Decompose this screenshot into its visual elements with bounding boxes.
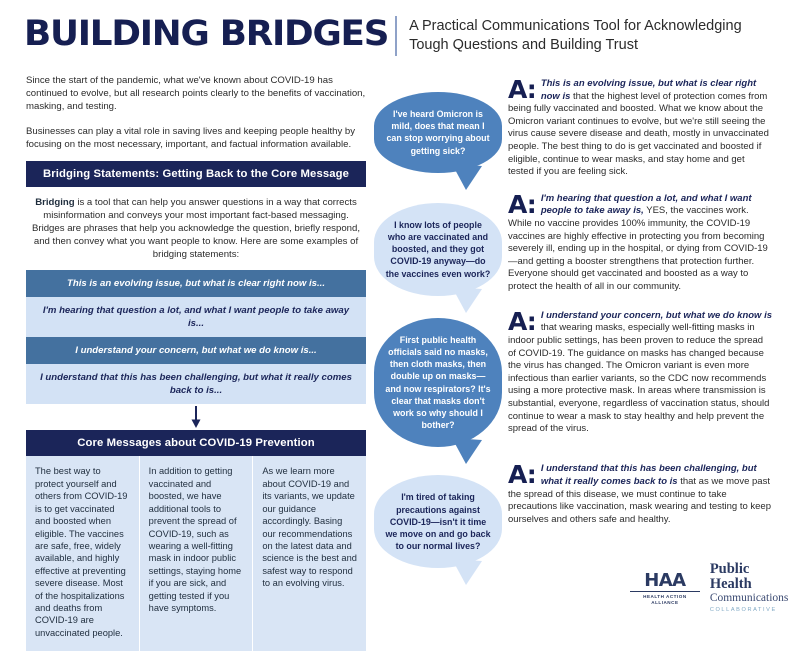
left-column xyxy=(26,74,366,651)
answer-text-1 xyxy=(508,75,772,179)
phcc-line3: COLLABORATIVE xyxy=(709,606,777,613)
answer-text-2 xyxy=(508,189,772,294)
qa-item-1 xyxy=(374,75,772,179)
phcc-line1: Public Health xyxy=(709,561,752,592)
answer-block-4 xyxy=(502,460,772,526)
answer-block-3 xyxy=(502,306,773,436)
speech-tail-icon-3 xyxy=(452,438,486,464)
speech-tail-icon-4 xyxy=(452,559,486,585)
answer-marker-1: A: xyxy=(508,75,536,104)
haa-tagline xyxy=(630,591,700,606)
phcc-line2: Communications xyxy=(709,592,789,604)
answer-marker-2: A: xyxy=(508,189,536,219)
answer-lead-1: This is an evolving issue, but what is clear right now is xyxy=(540,78,757,102)
health-action-alliance-logo xyxy=(630,570,700,606)
bridging-description-lead: Bridging xyxy=(35,197,75,209)
answer-text-4 xyxy=(508,460,772,526)
speech-tail-icon-1 xyxy=(452,164,486,190)
qa-column xyxy=(374,75,773,575)
question-bubble-wrap-2 xyxy=(374,193,502,296)
answer-lead-2: I'm hearing that question a lot, and what I want people to take away is, xyxy=(540,192,752,217)
core-messages-columns xyxy=(26,456,366,651)
header-divider xyxy=(395,16,397,56)
haa-tagline-line2: ALLIANCE xyxy=(651,599,679,605)
question-bubble-2: I know lots of people who are vaccinated and boosted, and they got COVID-19 anyway—do the vaccines even work? xyxy=(374,203,502,296)
question-bubble-1: I've heard Omicron is mild, does that mean I can stop worrying about getting sick? xyxy=(374,92,502,173)
answer-rest-2: YES, the vaccines work. While no vaccine provides 100% immunity, the COVID-19 vaccines are highly effective in protecting you from becoming severely ill, ending up in the hospital, or dying from COVID-19—and getting a booster strengthens that protection further. Everyone should get vaccinated and boosted as a way to protect the health of all in our community. xyxy=(508,205,768,292)
bridging-band-title: Bridging Statements: Getting Back to the Core Message xyxy=(26,161,366,187)
question-bubble-wrap-1 xyxy=(374,78,502,173)
haa-wordmark xyxy=(630,570,700,590)
bridging-description-rest: is a tool that can help you answer questions in a way that corrects misinformation and conveys your most important fact-based messaging. Bridges are phrases that help you acknowledge the question, briefly respond, and then convey what you want people to know. Here are some examples of bridging statements: xyxy=(32,197,360,261)
logo-row xyxy=(630,562,790,614)
core-message-column-3: As we learn more about COVID-19 and its variants, we update our guidance accordingly. Basing our recommendations on the latest data and science is the best and safest way to respond to an evolving virus. xyxy=(252,456,366,651)
core-message-column-2: In addition to getting vaccinated and boosted, we have additional tools to prevent the spread of COVID-19, such as wearing a well-fitting mask in indoor public settings, staying home if you are sick, and getting tested if you have symptoms. xyxy=(139,456,253,651)
question-bubble-wrap-4 xyxy=(374,463,502,568)
page-title: BUILDING BRIDGES xyxy=(24,14,389,54)
intro-paragraph-1: Since the start of the pandemic, what we've known about COVID-19 has continued to evolve, but all research points clearly to the benefits of vaccination, masking, and testing. xyxy=(26,75,366,113)
header xyxy=(24,14,772,64)
bridging-statement-3: I understand your concern, but what we do know is... xyxy=(26,337,366,364)
arrow-down-icon xyxy=(190,406,202,428)
core-messages-band-title: Core Messages about COVID-19 Prevention xyxy=(26,430,366,456)
qa-item-2 xyxy=(374,189,772,296)
qa-item-3 xyxy=(374,306,773,448)
question-bubble-3: First public health officials said no masks, then cloth masks, then double up on masks—and now respirators? It's clear that masks don't work so why should I bother? xyxy=(374,318,502,448)
answer-marker-3: A: xyxy=(508,306,536,336)
answer-marker-4: A: xyxy=(508,460,536,490)
intro-paragraph-2: Businesses can play a vital role in saving lives and keeping people healthy by focusing on the most necessary, important, and factual information available. xyxy=(26,125,356,150)
haa-letters: HAA xyxy=(644,570,686,591)
bridging-statement-2: I'm hearing that question a lot, and what I want people to take away is... xyxy=(26,297,366,337)
question-bubble-4: I'm tired of taking precautions against COVID-19—isn't it time we move on and go back to our normal lives? xyxy=(374,475,502,568)
answer-lead-3: I understand your concern, but what we do know is xyxy=(540,309,773,321)
answer-text-3 xyxy=(508,306,773,436)
answer-block-1 xyxy=(502,75,772,179)
haa-tagline-line1: HEALTH ACTION xyxy=(643,593,687,599)
answer-rest-4: that as we move past the spread of this disease, we must continue to take precautions like vaccination, mask wearing and testing to keep ourselves and others safe and healthy. xyxy=(508,475,771,525)
page-subtitle: A Practical Communications Tool for Acknowledging Tough Questions and Building Trust xyxy=(409,18,742,53)
down-arrow-container xyxy=(26,404,366,430)
public-health-communications-collaborative-logo xyxy=(710,562,790,614)
bridging-statement-4: I understand that this has been challenging, but what it really comes back to is... xyxy=(26,364,366,404)
answer-block-2 xyxy=(502,189,772,294)
answer-rest-3: that wearing masks, especially well-fitting masks in indoor public settings, has been proven to reduce the spread of COVID-19. The guidance on masks has changed because the virus has changed. The Omicron variant is even more infectious than earlier variants, so the CDC now recommends using a more protective mask. In areas where transmission is substantial, everyone, regardless of vaccination status, should continue to wear a mask to stay healthy and help prevent the spread of the virus. xyxy=(508,322,770,435)
core-message-column-1: The best way to protect yourself and others from COVID-19 is to get vaccinated and boosted when eligible. The vaccines are safe, free, widely available, and highly effective at preventing severe disease. Most of the hospitalizations and deaths from COVID-19 are unvaccinated people. xyxy=(35,466,128,638)
answer-lead-4: I understand that this has been challenging, but what it really comes back to is xyxy=(540,463,757,487)
qa-item-4 xyxy=(374,460,772,568)
question-bubble-wrap-3 xyxy=(374,310,502,448)
bridging-description xyxy=(26,187,366,270)
bridging-statement-1: This is an evolving issue, but what is clear right now is... xyxy=(26,270,366,297)
answer-rest-1: that the highest level of protection comes from being fully vaccinated and boosted. What we know about the Omicron variant continues to evolve, but we're still seeing the virus cause severe disease and death, mostly in unvaccinated people. The best thing to do is get vaccinated and boosted if eligible, continue to wear masks, and stay home and get tested if you are feeling sick. xyxy=(508,90,769,178)
